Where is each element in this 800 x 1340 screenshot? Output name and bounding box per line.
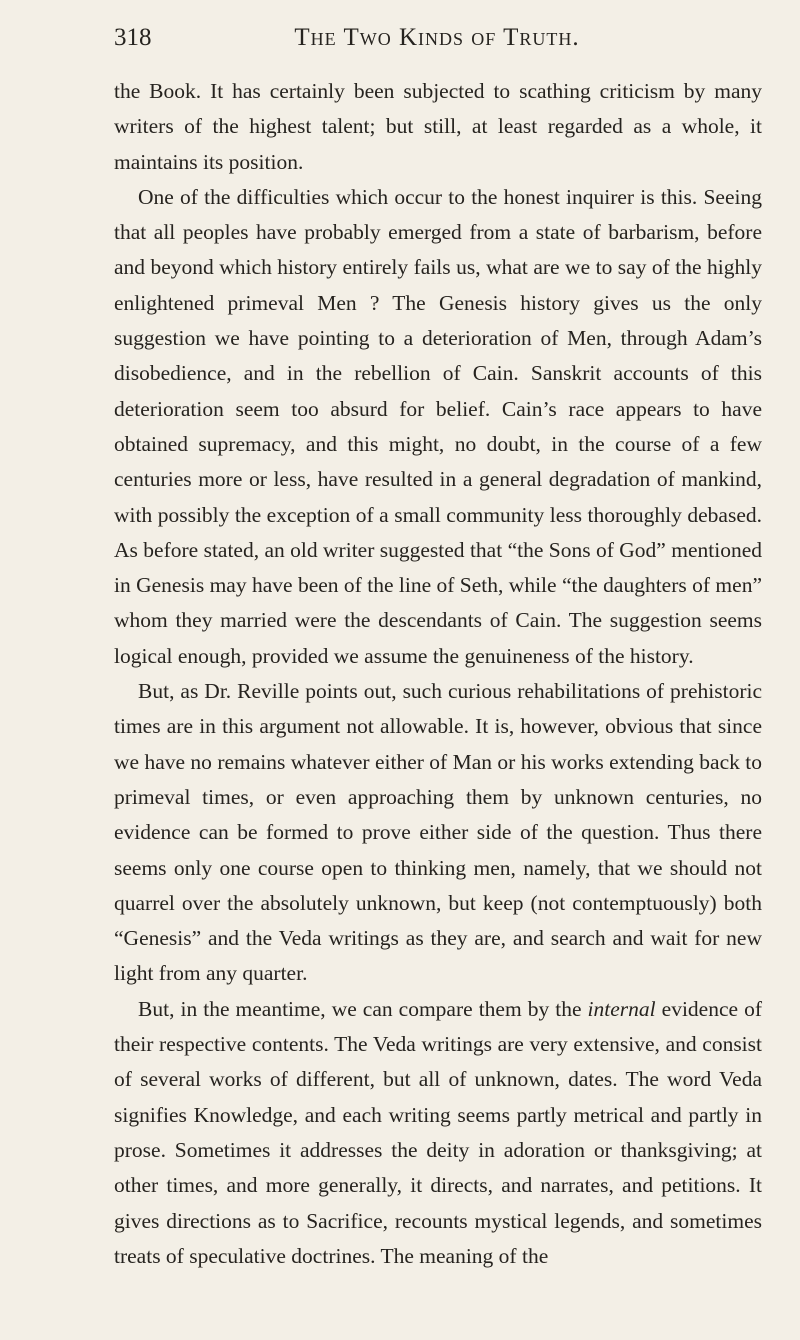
running-head [114, 24, 762, 64]
paragraph-reville: But, as Dr. Reville points out, such curious rehabilitations of prehistoric times are in this argument not allowable. It is, however, obvious that since we have no remains whatever either of Man or his works extending back to primeval times, or even approaching them by unknown centuries, no evidence can be formed to prove either side of the question. Thus there seems only one course open to thinking men, namely, that we should not quarrel over the absolutely unknown, but keep (not contemptuously) both “Genesis” and the Veda writings as they are, and search and wait for new light from any quarter. [114, 679, 762, 986]
paragraph-difficulties: One of the difficulties which occur to the honest inquirer is this. Seeing that all peoples have probably emerged from a state of barbarism, before and beyond which history entirely fails us, what are we to say of the highly enlightened primeval Men ? The Genesis history gives us the only suggestion we have pointing to a deterioration of Men, through Adam’s disobedience, and in the rebellion of Cain. Sanskrit accounts of this deterioration seem too absurd for belief. Cain’s race appears to have obtained supremacy, and this might, no doubt, in the course of a few centuries more or less, have resulted in a general degradation of mankind, with possibly the exception of a small community less thoroughly debased. As before stated, an old writer suggested that “the Sons of God” mentioned in Genesis may have been of the line of Seth, while “the daughters of men” whom they married were the descendants of Cain. The suggestion seems logical enough, provided we assume the genuineness of the history. [114, 184, 762, 668]
body-text [114, 74, 762, 1274]
paragraph-text: But, in the meantime, we can compare them by the [138, 996, 588, 1021]
paragraph-continued: the Book. It has certainly been subjected to scathing criticism by many writers of the highest talent; but still, at least regarded as a whole, it maintains its position. [114, 79, 762, 174]
paragraph-internal-evidence [114, 992, 762, 1274]
page-number: 318 [114, 24, 152, 51]
paragraph-text: evidence of their respective contents. The Veda writings are very extensive, and consist of several works of different, but all of unknown, dates. The word Veda signifies Knowledge, and each writing seems partly metrical and partly in prose. Sometimes it addresses the deity in adoration or thanksgiving; at other times, and more generally, it directs, and narrates, and petitions. It gives directions as to Sacrifice, recounts mystical legends, and sometimes treats of speculative doctrines. The meaning of the [114, 996, 763, 1268]
running-title: The Two Kinds of Truth. [294, 24, 580, 51]
italic-word: internal [587, 996, 656, 1021]
